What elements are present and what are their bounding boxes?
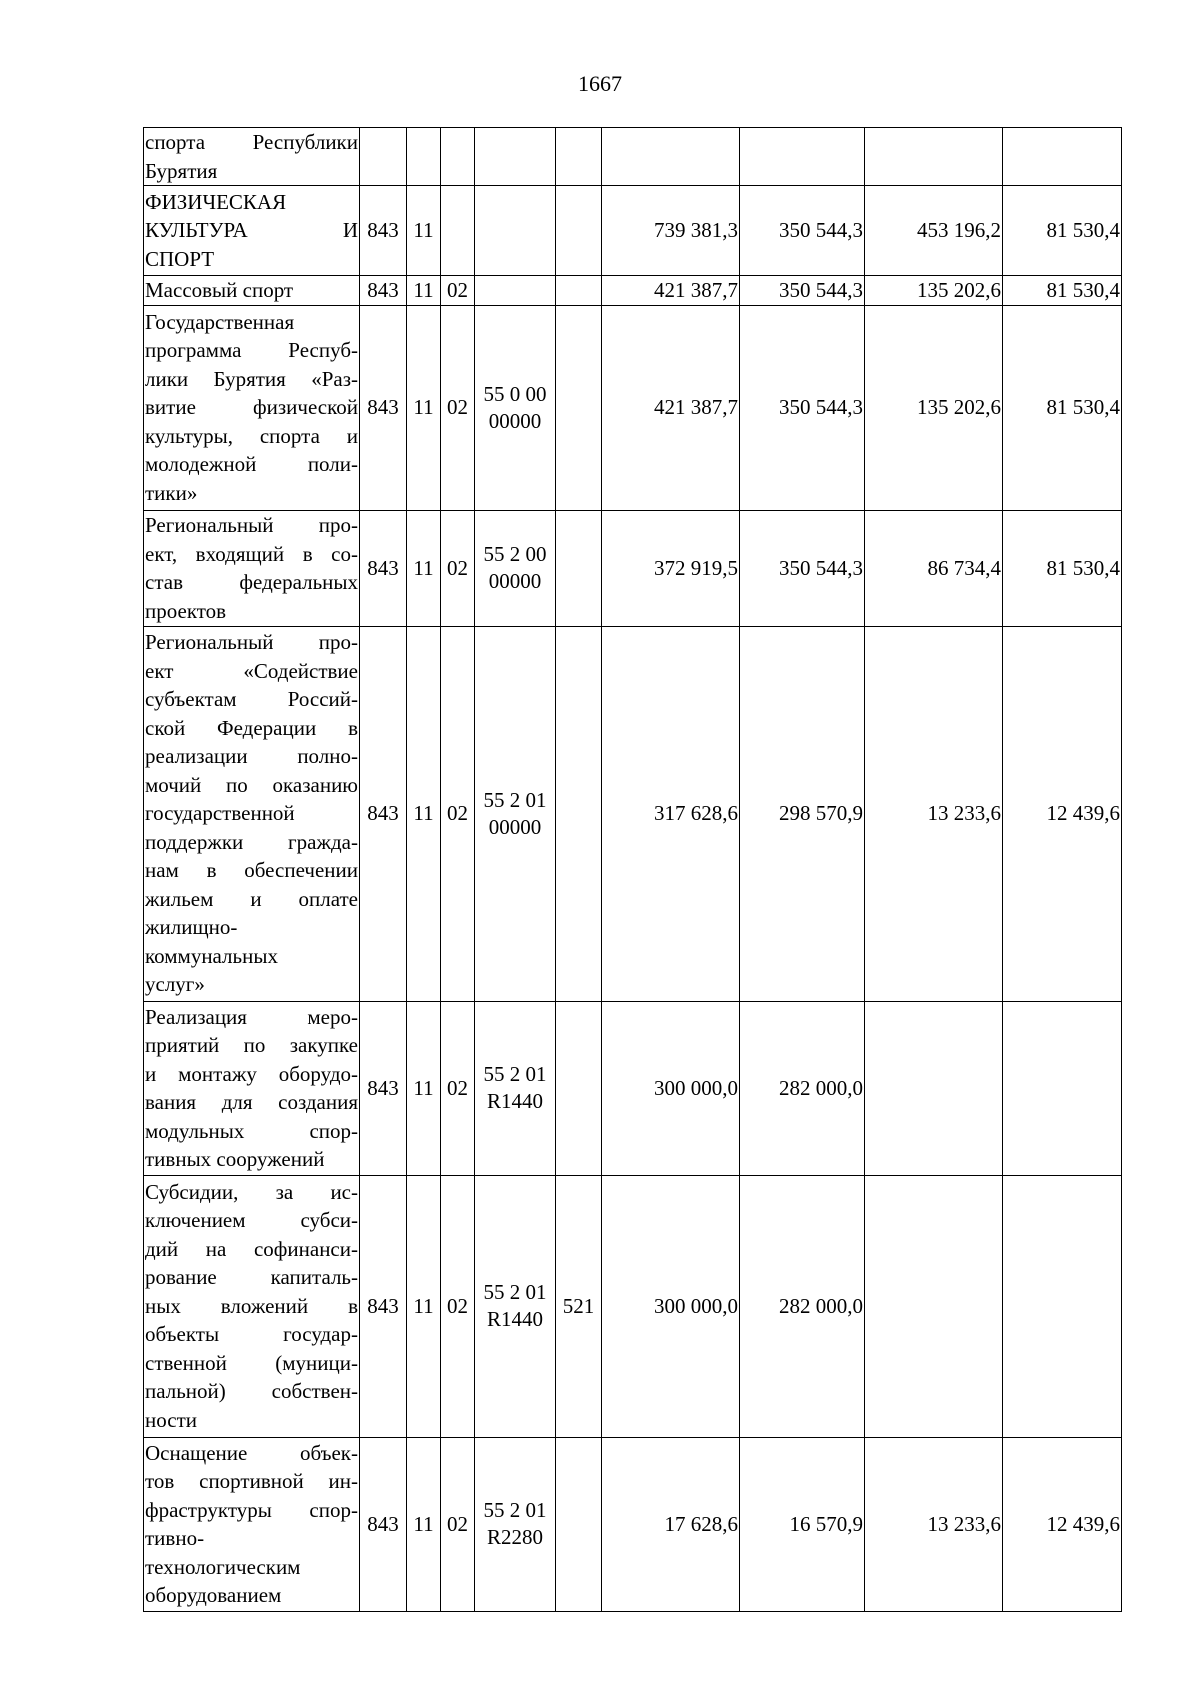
item-name-line: Субсидии, за ис- — [145, 1179, 358, 1204]
item-name-line: ключением субси- — [145, 1208, 358, 1233]
subsection-code: 02 — [441, 1175, 475, 1437]
table-body — [144, 128, 1122, 1612]
item-name — [144, 186, 360, 276]
amount-3 — [865, 1175, 1003, 1437]
item-name-line: поддержки гражда- — [145, 829, 358, 854]
section-code: 11 — [407, 626, 441, 1001]
item-name-line: модульных спор- — [145, 1118, 358, 1143]
amount-1: 421 387,7 — [602, 305, 740, 510]
program-code — [475, 128, 556, 186]
item-name-line: субъектам Россий- — [145, 687, 358, 712]
item-name-line: тики» — [145, 480, 198, 505]
item-name-line: тивных сооружений — [145, 1147, 325, 1171]
ministry-code: 843 — [360, 276, 407, 306]
item-name-line: оборудованием — [145, 1583, 282, 1607]
expense-type-code — [556, 128, 602, 186]
item-name-line: объекты государ- — [145, 1322, 358, 1347]
item-name-line: став федеральных — [145, 570, 358, 594]
ministry-code: 843 — [360, 1437, 407, 1611]
item-name-line: технологическим — [145, 1554, 301, 1579]
section-code: 11 — [407, 1175, 441, 1437]
table-row — [144, 276, 1122, 306]
item-name-line: рование капиталь- — [145, 1265, 358, 1290]
item-name-line: ект «Содействие — [145, 658, 358, 683]
subsection-code: 02 — [441, 1001, 475, 1175]
amount-3 — [865, 1001, 1003, 1175]
budget-table — [143, 127, 1122, 1612]
expense-type-code — [556, 626, 602, 1001]
section-code: 11 — [407, 510, 441, 626]
item-name-line: приятий по закупке — [145, 1033, 358, 1057]
expense-type-code — [556, 305, 602, 510]
item-name-line: молодежной поли- — [145, 452, 358, 477]
subsection-code: 02 — [441, 626, 475, 1001]
amount-1 — [602, 128, 740, 186]
program-code — [475, 1437, 556, 1611]
amount-2: 350 544,3 — [740, 186, 865, 276]
expense-type-code — [556, 276, 602, 306]
subsection-code: 02 — [441, 1437, 475, 1611]
program-code-line: R1440 — [486, 1089, 543, 1113]
amount-2 — [740, 128, 865, 186]
amount-4: 12 439,6 — [1003, 1437, 1122, 1611]
item-name-line: реализации полно- — [145, 744, 358, 769]
program-code-line: 55 2 01 — [483, 1498, 547, 1522]
item-name — [144, 276, 360, 306]
amount-2: 16 570,9 — [740, 1437, 865, 1611]
amount-4: 81 530,4 — [1003, 186, 1122, 276]
section-code: 11 — [407, 1001, 441, 1175]
item-name-line: вания для создания — [145, 1090, 358, 1114]
amount-2: 282 000,0 — [740, 1001, 865, 1175]
amount-4: 81 530,4 — [1003, 305, 1122, 510]
item-name-line: дий на софинанси- — [145, 1236, 358, 1261]
item-name-line: ственной (муници- — [145, 1350, 358, 1375]
item-name-line: Региональный про- — [145, 630, 358, 655]
amount-3: 86 734,4 — [865, 510, 1003, 626]
table-row — [144, 1437, 1122, 1611]
item-name-line: Реализация меро- — [145, 1004, 358, 1029]
item-name-line: пальной) собствен- — [145, 1379, 358, 1404]
amount-4: 81 530,4 — [1003, 510, 1122, 626]
page-number: 1667 — [578, 71, 622, 96]
item-name-line: ской Федерации в — [145, 715, 358, 740]
amount-4 — [1003, 1175, 1122, 1437]
item-name-line: и монтажу оборудо- — [145, 1061, 358, 1086]
ministry-code: 843 — [360, 626, 407, 1001]
table-row — [144, 186, 1122, 276]
item-name-line: КУЛЬТУРА И — [145, 218, 358, 243]
item-name-line: тивно- — [145, 1526, 205, 1550]
item-name-line: государственной — [145, 801, 295, 826]
item-name-line: проектов — [145, 598, 227, 623]
table-row — [144, 305, 1122, 510]
expense-type-code — [556, 510, 602, 626]
amount-2: 350 544,3 — [740, 510, 865, 626]
item-name-line: ект, входящий в со- — [145, 541, 358, 566]
item-name — [144, 305, 360, 510]
amount-3: 13 233,6 — [865, 1437, 1003, 1611]
item-name-line: ных вложений в — [145, 1293, 358, 1318]
ministry-code — [360, 128, 407, 186]
ministry-code: 843 — [360, 1001, 407, 1175]
item-name-line: ФИЗИЧЕСКАЯ — [145, 189, 287, 214]
item-name-line: услуг» — [145, 972, 205, 997]
table-row — [144, 128, 1122, 186]
item-name-line: культуры, спорта и — [145, 423, 358, 448]
amount-4 — [1003, 1001, 1122, 1175]
subsection-code — [441, 128, 475, 186]
item-name-line: Массовый спорт — [145, 278, 294, 302]
program-code-line: R1440 — [486, 1307, 543, 1331]
amount-1: 317 628,6 — [602, 626, 740, 1001]
item-name-line: нам в обеспечении — [145, 858, 358, 883]
item-name-line: Оснащение объек- — [145, 1440, 358, 1465]
program-code — [475, 510, 556, 626]
amount-1: 300 000,0 — [602, 1175, 740, 1437]
expense-type-code — [556, 186, 602, 276]
item-name — [144, 510, 360, 626]
subsection-code: 02 — [441, 276, 475, 306]
amount-3 — [865, 128, 1003, 186]
amount-3: 135 202,6 — [865, 276, 1003, 306]
amount-4: 12 439,6 — [1003, 626, 1122, 1001]
ministry-code: 843 — [360, 305, 407, 510]
program-code — [475, 1001, 556, 1175]
program-code — [475, 626, 556, 1001]
item-name — [144, 1175, 360, 1437]
amount-1: 300 000,0 — [602, 1001, 740, 1175]
amount-3: 13 233,6 — [865, 626, 1003, 1001]
ministry-code: 843 — [360, 186, 407, 276]
amount-3: 135 202,6 — [865, 305, 1003, 510]
section-code: 11 — [407, 276, 441, 306]
item-name-line: жилищно- — [145, 915, 238, 940]
expense-type-code — [556, 1001, 602, 1175]
item-name-line: коммунальных — [145, 943, 278, 968]
expense-type-code: 521 — [556, 1175, 602, 1437]
item-name-line: витие физической — [145, 395, 358, 420]
program-code-line: 55 0 00 — [483, 381, 547, 406]
item-name-line: Государственная — [145, 309, 295, 334]
item-name — [144, 128, 360, 186]
section-code — [407, 128, 441, 186]
table-row — [144, 1001, 1122, 1175]
table-row — [144, 510, 1122, 626]
item-name — [144, 626, 360, 1001]
amount-2: 282 000,0 — [740, 1175, 865, 1437]
item-name-line: тов спортивной ин- — [145, 1469, 358, 1493]
ministry-code: 843 — [360, 1175, 407, 1437]
item-name-line: лики Бурятия «Раз- — [145, 366, 358, 391]
program-code-line: 55 2 01 — [483, 787, 547, 812]
subsection-code: 02 — [441, 510, 475, 626]
item-name-line: мочий по оказанию — [145, 772, 358, 797]
subsection-code: 02 — [441, 305, 475, 510]
item-name — [144, 1437, 360, 1611]
item-name-line: программа Респуб- — [145, 338, 358, 363]
amount-3: 453 196,2 — [865, 186, 1003, 276]
amount-1: 739 381,3 — [602, 186, 740, 276]
expense-type-code — [556, 1437, 602, 1611]
program-code — [475, 186, 556, 276]
program-code-line: 55 2 01 — [483, 1280, 547, 1304]
program-code-line: 00000 — [488, 408, 542, 433]
program-code — [475, 1175, 556, 1437]
program-code-line: 55 2 00 — [483, 542, 547, 566]
program-code — [475, 305, 556, 510]
table-row — [144, 626, 1122, 1001]
section-code: 11 — [407, 186, 441, 276]
program-code-line: R2280 — [486, 1525, 543, 1549]
item-name-line: спорта Республики — [145, 130, 358, 154]
item-name-line: Бурятия — [145, 158, 218, 183]
amount-1: 372 919,5 — [602, 510, 740, 626]
amount-4 — [1003, 128, 1122, 186]
program-code-line: 00000 — [488, 814, 542, 839]
item-name-line: жильем и оплате — [145, 886, 358, 911]
subsection-code — [441, 186, 475, 276]
section-code: 11 — [407, 1437, 441, 1611]
amount-2: 298 570,9 — [740, 626, 865, 1001]
amount-1: 17 628,6 — [602, 1437, 740, 1611]
section-code: 11 — [407, 305, 441, 510]
ministry-code: 843 — [360, 510, 407, 626]
amount-4: 81 530,4 — [1003, 276, 1122, 306]
item-name — [144, 1001, 360, 1175]
program-code — [475, 276, 556, 306]
item-name-line: фраструктуры спор- — [145, 1497, 358, 1522]
table-row — [144, 1175, 1122, 1437]
item-name-line: ности — [145, 1407, 197, 1432]
amount-2: 350 544,3 — [740, 305, 865, 510]
item-name-line: Региональный про- — [145, 513, 358, 537]
program-code-line: 55 2 01 — [483, 1062, 547, 1086]
program-code-line: 00000 — [488, 569, 542, 593]
amount-1: 421 387,7 — [602, 276, 740, 306]
amount-2: 350 544,3 — [740, 276, 865, 306]
item-name-line: СПОРТ — [145, 246, 215, 271]
